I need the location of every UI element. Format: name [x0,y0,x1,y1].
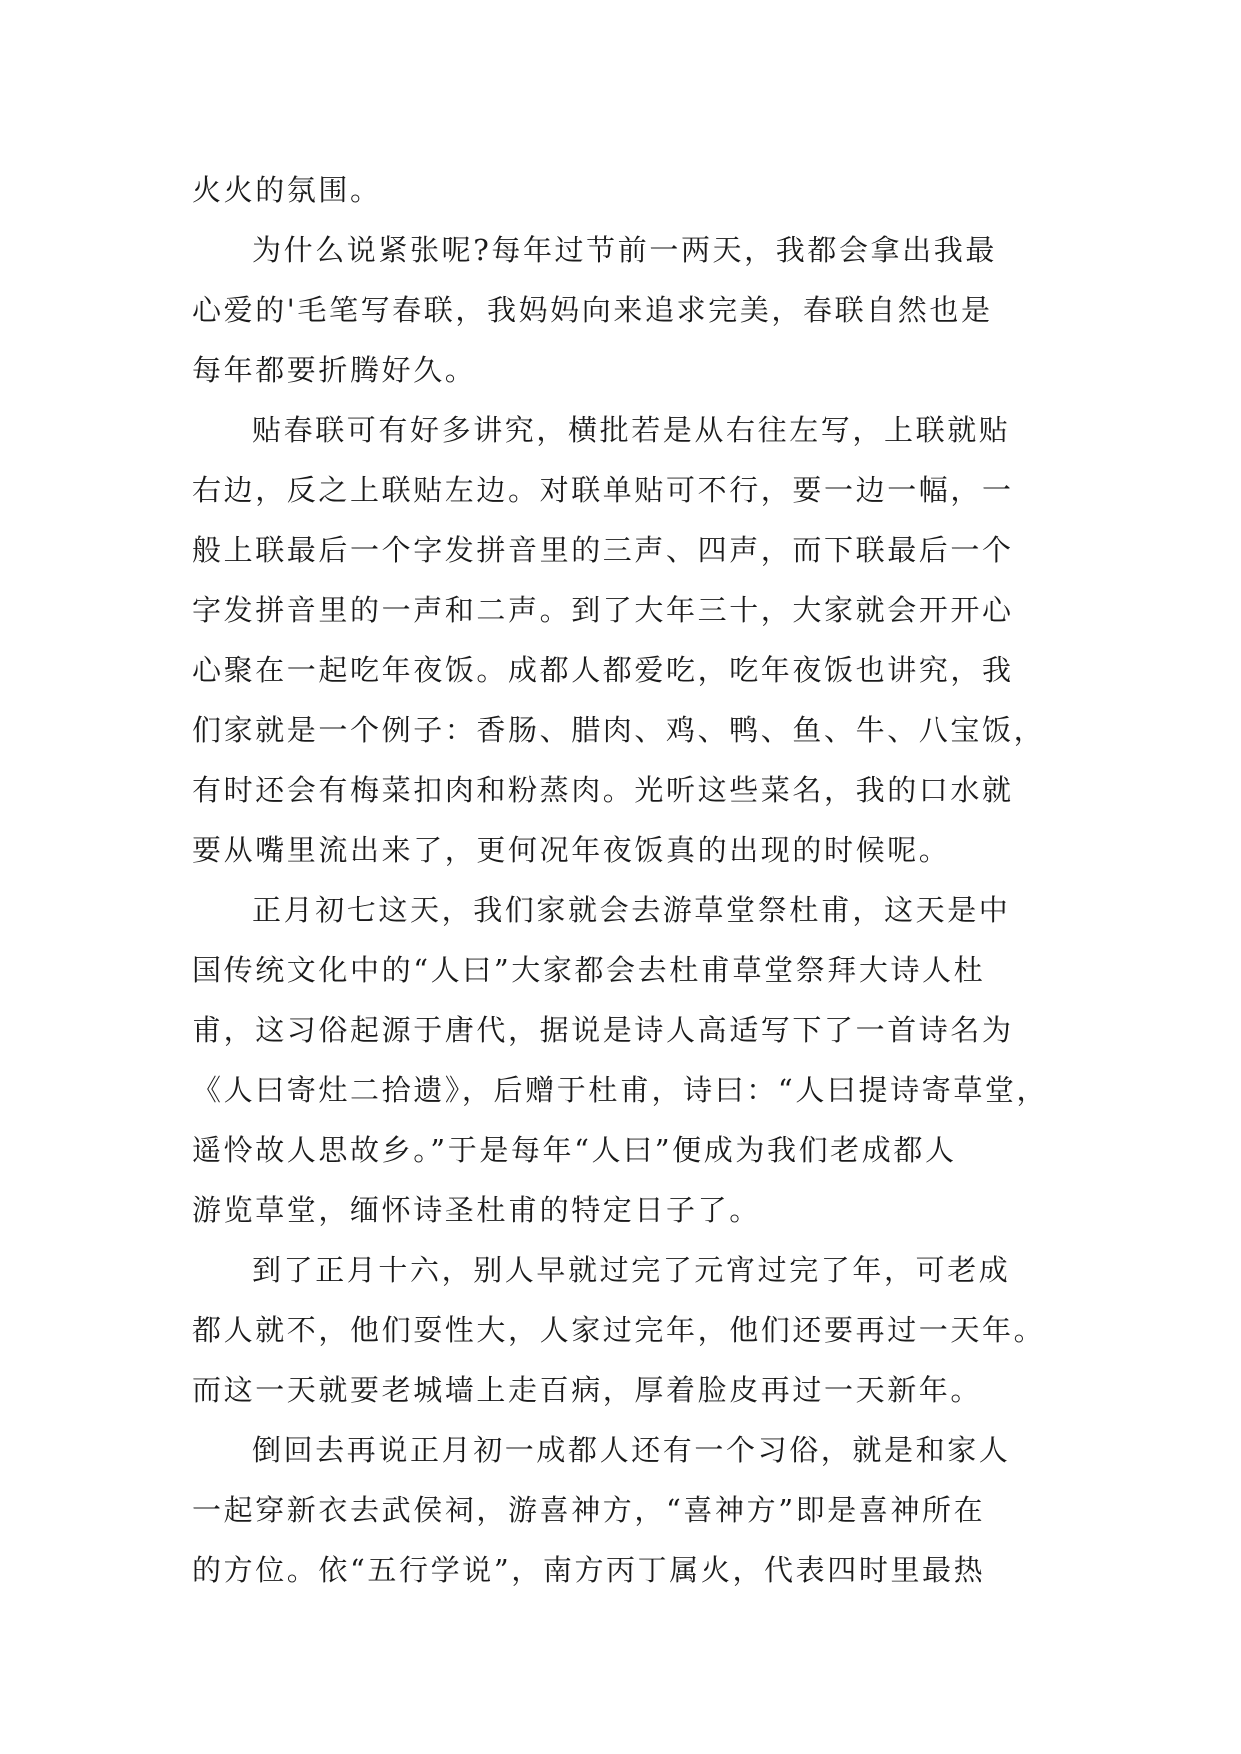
text-line: 火火的氛围。 [192,173,382,207]
text-line: 倒回去再说正月初一成都人还有一个习俗，就是和家人 [252,1433,1011,1467]
text-line: 一起穿新衣去武侯祠，游喜神方，“喜神方”即是喜神所在 [192,1493,986,1527]
text-line: 都人就不，他们耍性大，人家过完年，他们还要再过一天年。 [192,1313,1046,1347]
text-line: 心聚在一起吃年夜饭。成都人都爱吃，吃年夜饭也讲究，我 [192,653,1014,687]
text-line: 般上联最后一个字发拼音里的三声、四声，而下联最后一个 [192,533,1014,567]
text-line: 每年都要折腾好久。 [192,353,477,387]
text-line: 《人曰寄灶二拾遗》，后赠于杜甫，诗曰：“人曰提诗寄草堂， [192,1073,1049,1107]
text-line: 到了正月十六，别人早就过完了元宵过完了年，可老成 [252,1253,1011,1287]
text-line: 有时还会有梅菜扣肉和粉蒸肉。光听这些菜名，我的口水就 [192,773,1014,807]
text-line: 右边，反之上联贴左边。对联单贴可不行，要一边一幅，一 [192,473,1014,507]
body-text [192,160,1052,1600]
text-line: 国传统文化中的“人曰”大家都会去杜甫草堂祭拜大诗人杜 [192,953,986,987]
text-line: 遥怜故人思故乡。”于是每年“人曰”便成为我们老成都人 [192,1133,957,1167]
text-line: 游览草堂，缅怀诗圣杜甫的特定日子了。 [192,1193,761,1227]
text-line: 的方位。依“五行学说”，南方丙丁属火，代表四时里最热 [192,1553,986,1587]
text-line: 字发拼音里的一声和二声。到了大年三十，大家就会开开心 [192,593,1014,627]
text-line: 而这一天就要老城墙上走百病，厚着脸皮再过一天新年。 [192,1373,983,1407]
text-line: 心爱的'毛笔写春联，我妈妈向来追求完美，春联自然也是 [192,293,993,327]
text-line: 正月初七这天，我们家就会去游草堂祭杜甫，这天是中 [252,893,1011,927]
text-line: 为什么说紧张呢?每年过节前一两天，我都会拿出我最 [252,233,997,267]
text-line: 甫，这习俗起源于唐代，据说是诗人高适写下了一首诗名为 [192,1013,1014,1047]
text-line: 们家就是一个例子：香肠、腊肉、鸡、鸭、鱼、牛、八宝饭， [192,713,1046,747]
text-line: 要从嘴里流出来了，更何况年夜饭真的出现的时候呢。 [192,833,951,867]
text-line: 贴春联可有好多讲究，横批若是从右往左写，上联就贴 [252,413,1011,447]
